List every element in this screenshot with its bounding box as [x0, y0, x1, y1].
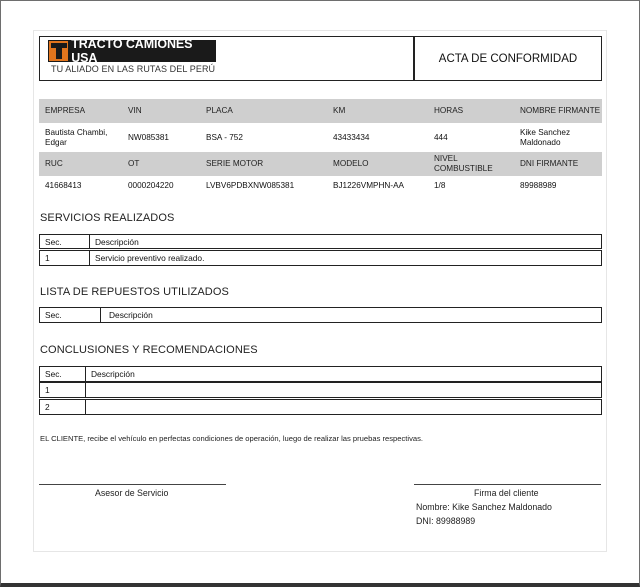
info-header-placa: PLACA: [206, 105, 233, 115]
info-values-row-1: [39, 125, 602, 151]
services-row-sec: 1: [40, 251, 90, 265]
services-row-desc: Servicio preventivo realizado.: [95, 253, 205, 263]
parts-section-title: LISTA DE REPUESTOS UTILIZADOS: [40, 286, 229, 298]
conclusions-row-desc: [86, 400, 601, 414]
conclusions-col-sec: Sec.: [40, 367, 86, 381]
info-header-ruc: RUC: [45, 158, 63, 168]
document-title: ACTA DE CONFORMIDAD: [438, 52, 578, 65]
info-value-serie-motor: LVBV6PDBXNW085381: [206, 180, 295, 190]
info-header-row-2: [39, 152, 602, 176]
parts-table-header: [39, 307, 602, 323]
info-header-horas: HORAS: [434, 105, 464, 115]
conclusions-row-sec: 2: [40, 400, 86, 414]
client-signature-line: [414, 484, 601, 485]
advisor-signature-line: [39, 484, 226, 485]
conclusions-row-sec: 1: [40, 383, 86, 397]
info-header-nivel-combustible: NIVEL COMBUSTIBLE: [434, 153, 493, 173]
info-value-nivel-combustible: 1/8: [434, 180, 446, 190]
info-value-placa: BSA - 752: [206, 132, 243, 142]
info-values-row-2: [39, 176, 602, 196]
info-header-modelo: MODELO: [333, 158, 369, 168]
services-col-sec: Sec.: [40, 235, 90, 248]
services-table-header: [39, 234, 602, 249]
info-header-row-1: [39, 99, 602, 123]
parts-col-desc: Descripción: [109, 310, 153, 320]
info-header-vin: VIN: [128, 105, 142, 115]
info-value-dni-firmante: 89988989: [520, 180, 557, 190]
services-section-title: SERVICIOS REALIZADOS: [40, 212, 175, 224]
info-value-nombre-firmante: Kike Sanchez Maldonado: [520, 127, 571, 147]
info-value-modelo: BJ1226VMPHN-AA: [333, 180, 404, 190]
table-row: [39, 399, 602, 415]
table-row: [39, 250, 602, 266]
conclusions-table-header: [39, 366, 602, 382]
company-logo: [48, 37, 216, 65]
parts-col-sec: Sec.: [40, 308, 101, 322]
client-dni: DNI: 89988989: [416, 516, 476, 526]
table-row: [39, 382, 602, 398]
info-value-ot: 0000204220: [128, 180, 174, 190]
conclusions-section-title: CONCLUSIONES Y RECOMENDACIONES: [40, 344, 258, 356]
info-header-serie-motor: SERIE MOTOR: [206, 158, 264, 168]
company-header: [39, 36, 414, 81]
info-value-horas: 444: [434, 132, 448, 142]
conclusions-row-desc: [86, 383, 601, 397]
document-title-box: [414, 36, 602, 81]
info-header-dni-firmante: DNI FIRMANTE: [520, 158, 579, 168]
client-statement: EL CLIENTE, recibe el vehículo en perfectas condiciones de operación, luego de realizar las pruebas respectivas.: [40, 434, 423, 443]
company-tagline: TU ALIADO EN LAS RUTAS DEL PERÚ: [51, 64, 216, 74]
info-header-nombre-firmante: NOMBRE FIRMANTE: [520, 105, 601, 115]
logo-t-icon: [49, 41, 68, 61]
info-header-empresa: EMPRESA: [45, 105, 86, 115]
info-value-ruc: 41668413: [45, 180, 82, 190]
services-col-desc: Descripción: [95, 236, 139, 247]
advisor-signature-label: Asesor de Servicio: [95, 488, 169, 498]
info-header-km: KM: [333, 105, 346, 115]
info-header-ot: OT: [128, 158, 140, 168]
conclusions-col-desc: Descripción: [91, 369, 135, 379]
company-name: TRACTO CAMIONES USA: [71, 37, 193, 65]
info-value-empresa: Bautista Chambi, Edgar: [45, 127, 108, 147]
info-value-vin: NW085381: [128, 132, 169, 142]
info-value-km: 43433434: [333, 132, 370, 142]
client-signature-label: Firma del cliente: [474, 488, 539, 498]
client-name: Nombre: Kike Sanchez Maldonado: [416, 502, 552, 512]
